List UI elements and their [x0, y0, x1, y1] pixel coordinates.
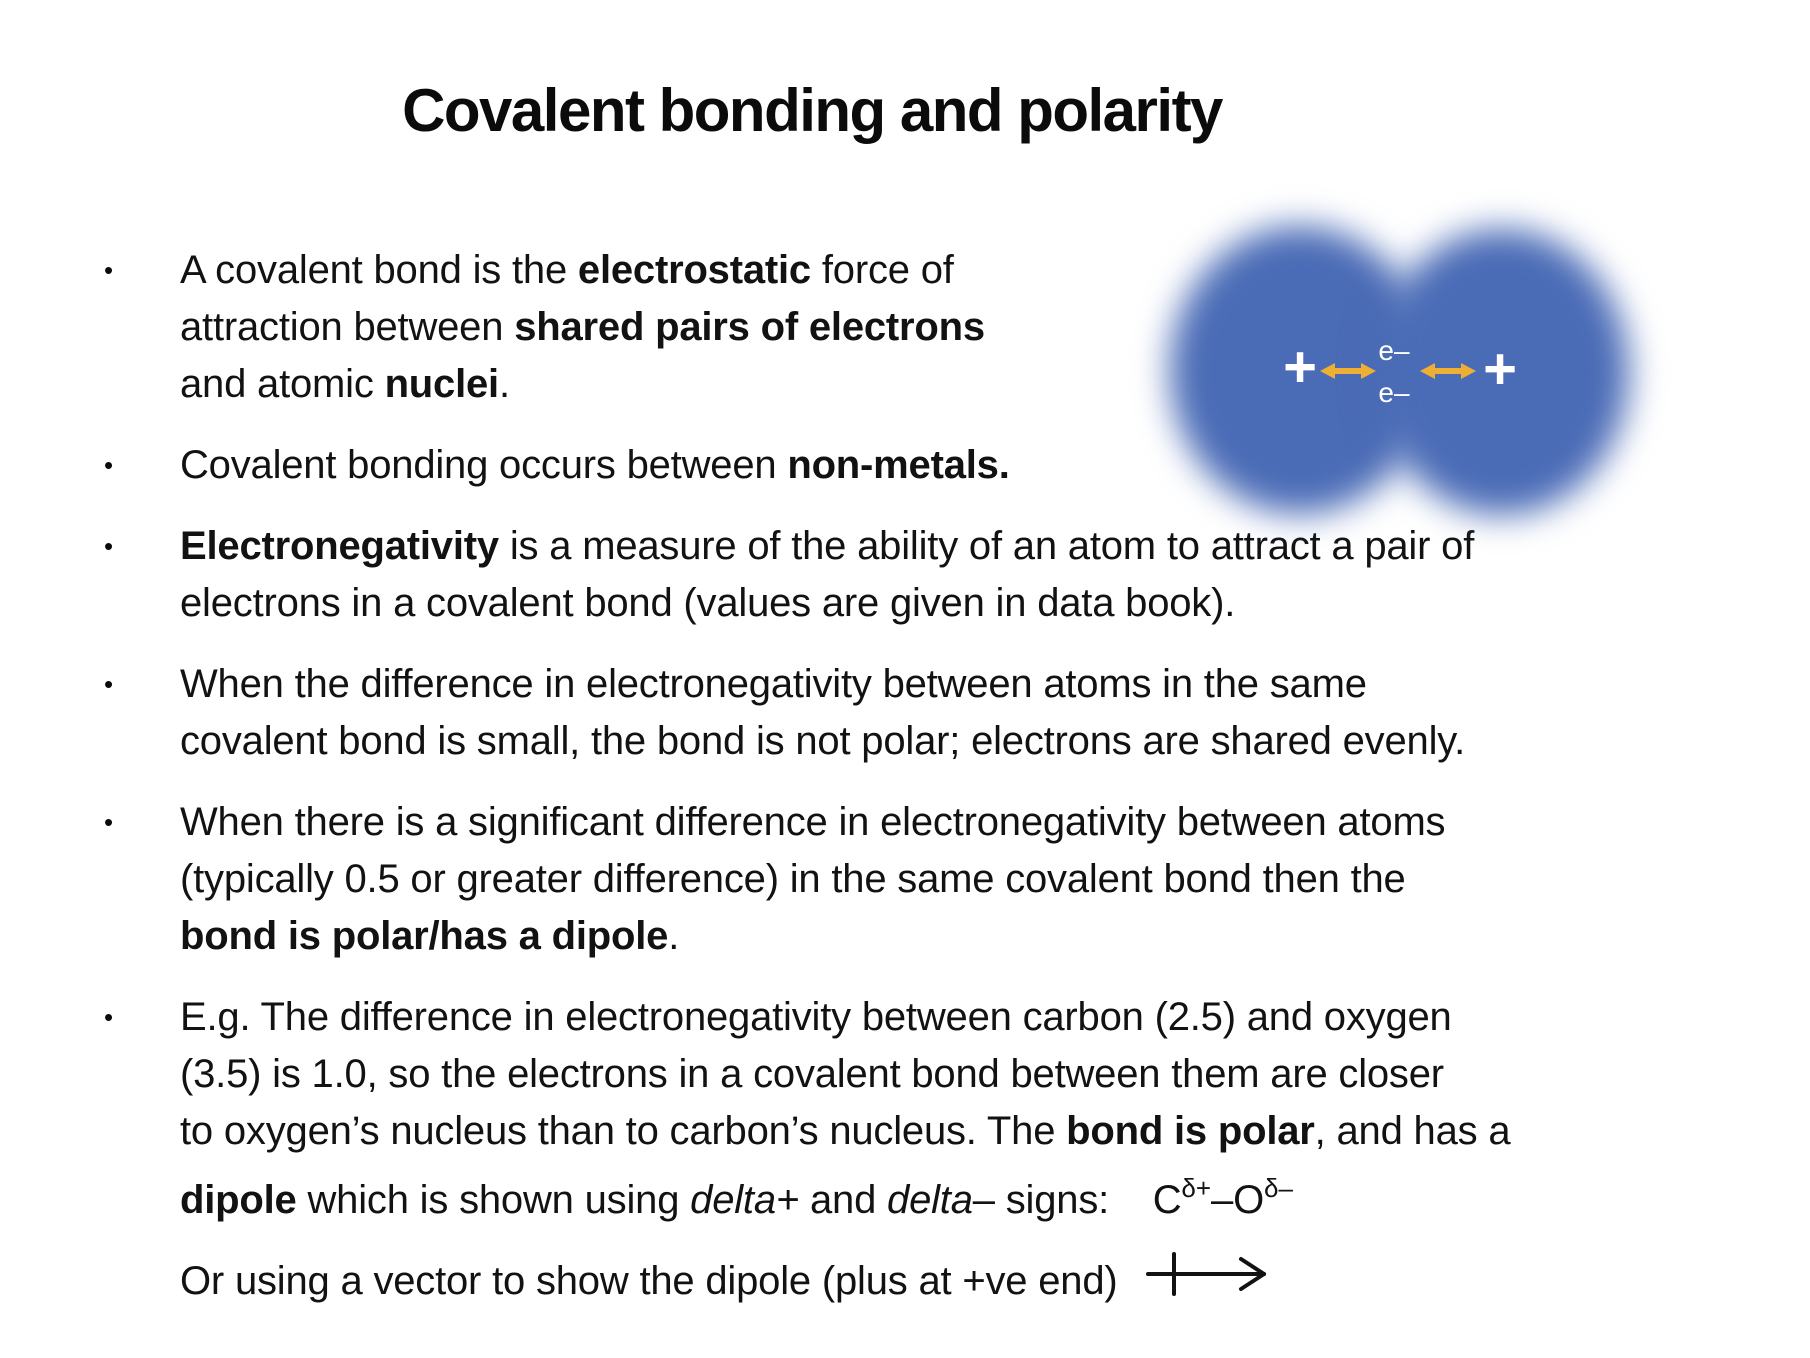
- bullet-item: [104, 794, 1810, 965]
- bullet-marker: •: [104, 669, 114, 699]
- bullet-item: [104, 656, 1810, 770]
- slide-title: Covalent bonding and polarity: [402, 77, 1222, 144]
- attraction-arrow-right-icon: [1419, 359, 1477, 383]
- covalent-bond-diagram: [1100, 205, 1680, 550]
- bullet-text-electronegativity: Electronegativity is a measure of the ability of an atom to attract a pair of electrons in a covalent bond (values are given in data book).: [180, 524, 1475, 625]
- bullet-text-significant-difference: When there is a significant difference in electronegativity between atoms (typically 0.5 or greater difference) in the same covalent bond then the bond is polar/has a dipole.: [180, 800, 1446, 958]
- continuation-line: [104, 1253, 1810, 1310]
- bullet-text-small-difference: When the difference in electronegativity between atoms in the same covalent bond is small, the bond is not polar; electrons are shared evenly.: [180, 662, 1466, 763]
- bullet-marker: •: [104, 807, 114, 837]
- bullet-marker: •: [104, 255, 114, 285]
- nucleus-plus-left: +: [1283, 334, 1317, 400]
- bullet-item: [104, 989, 1810, 1229]
- bullet-text-covalent-definition: A covalent bond is the electrostatic force of attraction between shared pairs of electrons and atomic nuclei.: [180, 248, 985, 406]
- nucleus-plus-right: +: [1483, 336, 1517, 402]
- bullet-marker: •: [104, 1002, 114, 1032]
- bullet-marker: •: [104, 531, 114, 561]
- bullet-text-example-co-bond: E.g. The difference in electronegativity between carbon (2.5) and oxygen (3.5) is 1.0, so the electrons in a covalent bond between them are closer to oxygen’s nucleus than to carbon’s nucleus. The bond is polar, and has a dipole which is shown using delta+ and delta– signs: $C^{\delta+}-O^{\delta-}$: [180, 995, 1511, 1222]
- dipole-vector-icon: [1144, 1242, 1280, 1298]
- bullet-text-non-metals: Covalent bonding occurs between non-metals.: [180, 443, 1010, 487]
- attraction-arrow-left-icon: [1319, 359, 1377, 383]
- vector-dipole-text: Or using a vector to show the dipole (plus at +ve end): [180, 1259, 1118, 1303]
- electron-label-bottom: e–: [1378, 377, 1410, 408]
- electron-label-top: e–: [1378, 335, 1410, 366]
- bullet-marker: •: [104, 450, 114, 480]
